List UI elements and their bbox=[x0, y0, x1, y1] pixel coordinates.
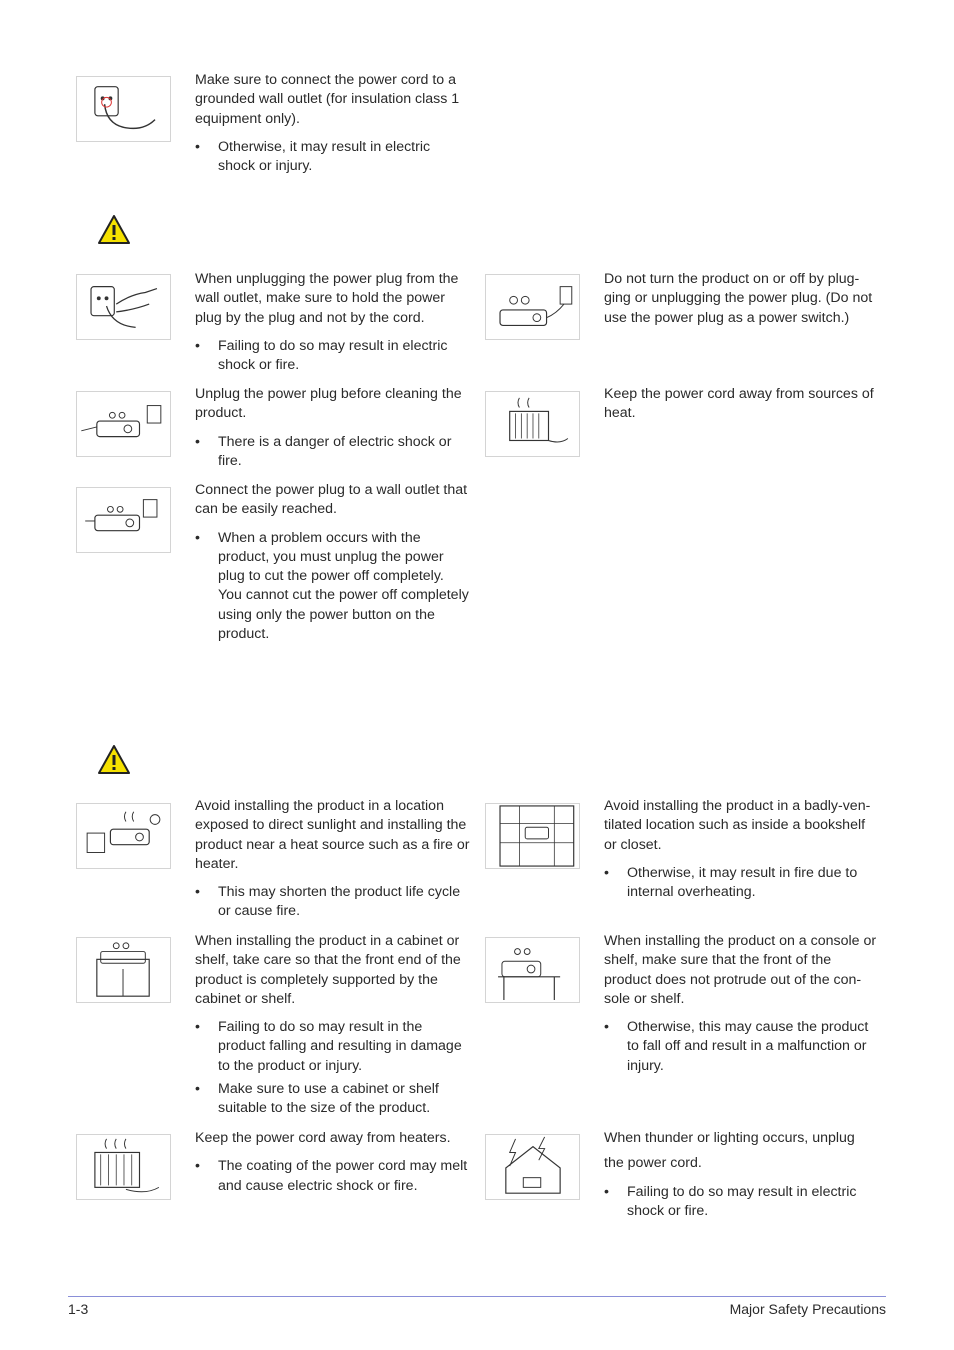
item-bullet: • Failing to do so may result in the product falling and resulting in damage to the product or injury. bbox=[195, 1018, 470, 1076]
item-description: Do not turn the product on or off by plug-ging or unplugging the power plug. (Do not use the power plug as a power switch.) bbox=[604, 271, 873, 326]
reachable-outlet-text bbox=[195, 481, 470, 648]
console-install-illustration bbox=[485, 937, 580, 1003]
item-bullet: • Otherwise, this may cause the product to fall off and result in a malfunction or injury. bbox=[604, 1018, 879, 1076]
heat-source-illustration bbox=[485, 391, 580, 457]
item-description: When installing the product in a cabinet or shelf, take care so that the front end of the product is completely supported by the cabinet or shelf. bbox=[195, 933, 461, 1007]
item-description: When unplugging the power plug from the wall outlet, make sure to hold the power plug by the plug and not by the cord. bbox=[195, 271, 459, 326]
item-description: Keep the power cord away from sources of heat. bbox=[604, 386, 874, 422]
item-description: Keep the power cord away from heaters. bbox=[195, 1130, 451, 1146]
footer-divider bbox=[68, 1296, 886, 1297]
item-bullet: • The coating of the power cord may melt and cause electric shock or fire. bbox=[195, 1157, 470, 1196]
sunlight-text bbox=[195, 797, 470, 926]
item-description: When installing the product on a console or shelf, make sure that the front of the product does not protrude out of the con-sole or shelf. bbox=[604, 933, 877, 1007]
power-switch-text bbox=[604, 270, 879, 328]
item-description: Avoid installing the product in a location exposed to direct sunlight and installing the product near a heat source such as a fire or heater. bbox=[195, 798, 470, 872]
unplug-text bbox=[195, 270, 470, 379]
bookshelf-ventilation-illustration bbox=[485, 803, 580, 869]
item-bullet: • This may shorten the product life cycle or cause fire. bbox=[195, 883, 470, 922]
warning-triangle-icon bbox=[97, 214, 131, 246]
item-bullet: • There is a danger of electric shock or fire. bbox=[195, 433, 470, 472]
item-description: Make sure to connect the power cord to a grounded wall outlet (for insulation class 1 equipment only). bbox=[195, 72, 460, 127]
cleaning-text bbox=[195, 385, 470, 475]
cabinet-install-illustration bbox=[76, 937, 171, 1003]
reachable-outlet-illustration bbox=[76, 487, 171, 553]
grounded-outlet-text bbox=[195, 71, 470, 180]
item-description: Connect the power plug to a wall outlet that can be easily reached. bbox=[195, 482, 468, 518]
item-bullet: • Failing to do so may result in electric shock or fire. bbox=[604, 1183, 879, 1222]
cabinet-text bbox=[195, 932, 470, 1123]
grounded-outlet-illustration bbox=[76, 76, 171, 142]
item-description: When thunder or lighting occurs, unplug bbox=[604, 1130, 855, 1146]
thunder-text bbox=[604, 1129, 879, 1225]
item-bullet: • Failing to do so may result in electric shock or fire. bbox=[195, 337, 470, 376]
heat-source-text bbox=[604, 385, 879, 424]
unplug-before-cleaning-illustration bbox=[76, 391, 171, 457]
item-bullet: • Make sure to use a cabinet or shelf suitable to the size of the product. bbox=[195, 1080, 470, 1119]
thunder-illustration bbox=[485, 1134, 580, 1200]
power-switch-illustration bbox=[485, 274, 580, 340]
item-description: Unplug the power plug before cleaning the product. bbox=[195, 386, 462, 422]
item-description: Avoid installing the product in a badly-ven-tilated location such as inside a bookshelf or closet. bbox=[604, 798, 871, 853]
page-number: 1-3 bbox=[68, 1301, 89, 1317]
section-title: Major Safety Precautions bbox=[729, 1301, 886, 1317]
sunlight-heat-illustration bbox=[76, 803, 171, 869]
console-text bbox=[604, 932, 879, 1080]
item-bullet: • Otherwise, it may result in electric shock or injury. bbox=[195, 138, 470, 177]
item-bullet: • When a problem occurs with the product, you must unplug the power plug to cut the power off completely. You cannot cut the power off completely using only the power button on the product. bbox=[195, 529, 470, 645]
bookshelf-text bbox=[604, 797, 879, 906]
item-bullet: • Otherwise, it may result in fire due to internal overheating. bbox=[604, 864, 879, 903]
heater-cord-illustration bbox=[76, 1134, 171, 1200]
unplug-by-plug-illustration bbox=[76, 274, 171, 340]
warning-triangle-icon bbox=[97, 744, 131, 776]
heater-text bbox=[195, 1129, 470, 1200]
item-description-cont: the power cord. bbox=[604, 1155, 702, 1172]
